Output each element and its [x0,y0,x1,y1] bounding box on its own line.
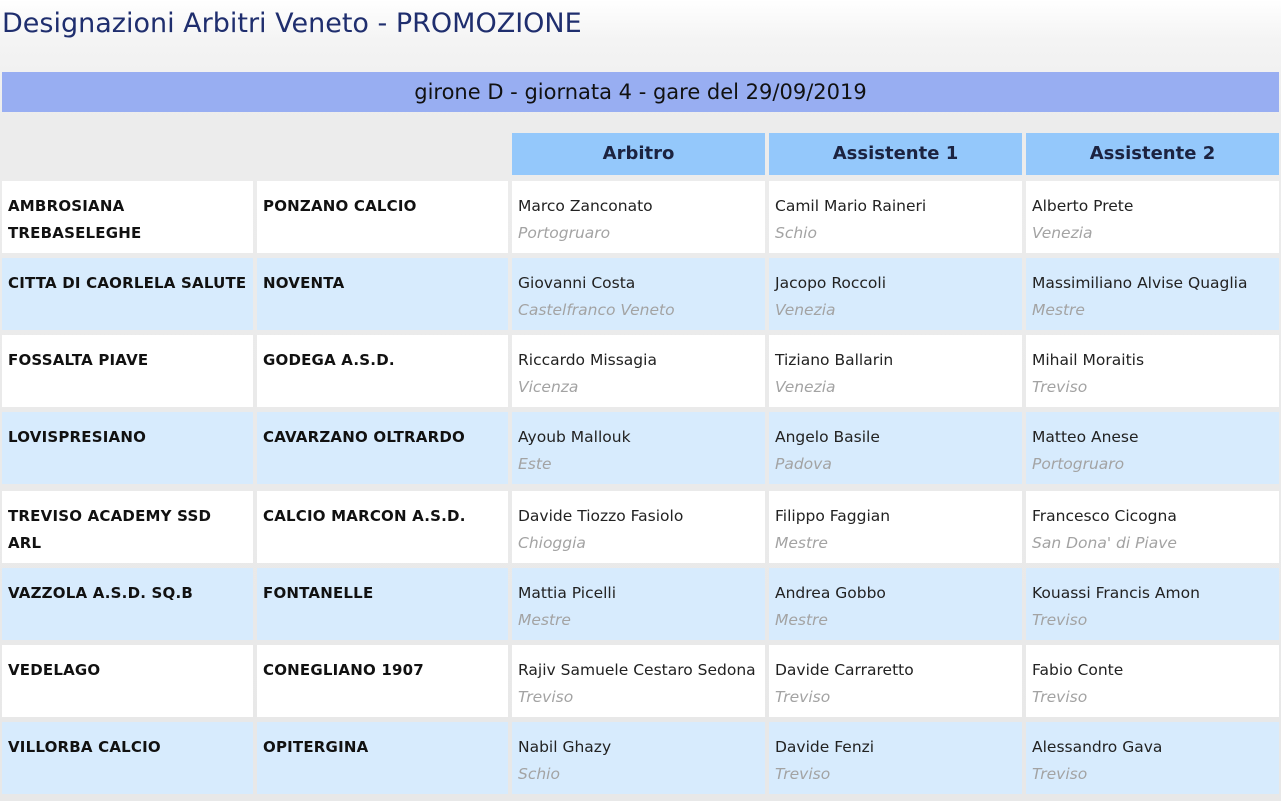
assistant-2-name: Mihail Moraitis [1032,351,1145,369]
referee-name: Nabil Ghazy [518,738,612,756]
assistant-1-cell [769,258,1022,330]
referee-city: Castelfranco Veneto [518,301,675,319]
home-team-cell [2,491,253,563]
assistant-2-cell [1026,491,1279,563]
home-team-cell [2,335,253,407]
home-team-cell [2,645,253,717]
page-title: Designazioni Arbitri Veneto - PROMOZIONE [2,8,582,39]
referee-cell [512,645,765,717]
assistant-1-city: Venezia [775,378,836,396]
assistant-2-city: Venezia [1032,224,1093,242]
assistant-1-city: Mestre [775,534,828,552]
referee-cell [512,568,765,640]
assistant-2-name: Massimiliano Alvise Quaglia [1032,274,1248,292]
referee-cell [512,258,765,330]
match-row [2,491,1279,563]
assistant-2-cell [1026,181,1279,253]
assistant-1-name: Filippo Faggian [775,507,891,525]
assistant-1-city: Treviso [775,765,831,783]
assistant-2-city: Mestre [1032,301,1085,319]
assistant-2-name: Alessandro Gava [1032,738,1163,756]
assistant-1-name: Camil Mario Raineri [775,197,927,215]
referee-name: Mattia Picelli [518,584,617,602]
match-row [2,335,1279,407]
assistant-1-name: Andrea Gobbo [775,584,886,602]
away-team: NOVENTA [263,274,345,292]
assistant-1-cell [769,181,1022,253]
match-row [2,258,1279,330]
column-header-referee: Arbitro [512,133,765,175]
home-team: LOVISPRESIANO [8,428,147,446]
away-team: CONEGLIANO 1907 [263,661,424,679]
column-header-assistant-1: Assistente 1 [769,133,1022,175]
referee-cell [512,722,765,794]
assistant-2-city: Treviso [1032,765,1088,783]
home-team: TREVISO ACADEMY SSD ARL [8,507,212,552]
assistant-2-cell [1026,645,1279,717]
assistant-2-cell [1026,335,1279,407]
assistant-1-name: Angelo Basile [775,428,880,446]
assistant-1-cell [769,645,1022,717]
assistant-1-name: Jacopo Roccoli [775,274,887,292]
away-team: OPITERGINA [263,738,369,756]
assistant-2-name: Matteo Anese [1032,428,1139,446]
referee-cell [512,335,765,407]
assistant-1-name: Davide Carraretto [775,661,914,679]
home-team: VILLORBA CALCIO [8,738,161,756]
assistant-2-city: Treviso [1032,611,1088,629]
referee-name: Rajiv Samuele Cestaro Sedona [518,661,756,679]
assistant-1-city: Treviso [775,688,831,706]
home-team-cell [2,568,253,640]
away-team-cell [257,181,508,253]
match-row [2,645,1279,717]
away-team-cell [257,412,508,484]
assistant-1-cell [769,335,1022,407]
referee-city: Vicenza [518,378,579,396]
away-team-cell [257,568,508,640]
referee-name: Riccardo Missagia [518,351,657,369]
away-team-cell [257,722,508,794]
assistant-2-cell [1026,722,1279,794]
home-team: VAZZOLA A.S.D. SQ.B [8,584,194,602]
home-team: VEDELAGO [8,661,101,679]
assistant-1-cell [769,491,1022,563]
referee-cell [512,412,765,484]
away-team: PONZANO CALCIO [263,197,417,215]
assistant-2-name: Fabio Conte [1032,661,1124,679]
assistant-1-cell [769,412,1022,484]
referee-name: Marco Zanconato [518,197,653,215]
match-row [2,181,1279,253]
assistant-1-name: Davide Fenzi [775,738,875,756]
assistant-1-name: Tiziano Ballarin [775,351,894,369]
match-row [2,412,1279,484]
assistant-2-city: Treviso [1032,688,1088,706]
referee-city: Chioggia [518,534,586,552]
assistant-2-cell [1026,258,1279,330]
round-header: girone D - giornata 4 - gare del 29/09/2019 [2,72,1279,112]
assistant-2-cell [1026,568,1279,640]
assistant-1-cell [769,722,1022,794]
assistant-2-name: Kouassi Francis Amon [1032,584,1200,602]
assistant-1-city: Padova [775,455,832,473]
referee-name: Davide Tiozzo Fasiolo [518,507,684,525]
away-team-cell [257,645,508,717]
home-team-cell [2,181,253,253]
referee-city: Portogruaro [518,224,611,242]
home-team: FOSSALTA PIAVE [8,351,149,369]
assistant-2-city: Portogruaro [1032,455,1125,473]
referee-name: Giovanni Costa [518,274,636,292]
referee-city: Schio [518,765,560,783]
assistant-2-city: Treviso [1032,378,1088,396]
home-team: CITTA DI CAORLELA SALUTE [8,274,247,292]
away-team: FONTANELLE [263,584,374,602]
away-team: CAVARZANO OLTRARDO [263,428,465,446]
referee-city: Treviso [518,688,574,706]
assistant-2-cell [1026,412,1279,484]
home-team-cell [2,258,253,330]
away-team-cell [257,491,508,563]
assistant-2-name: Alberto Prete [1032,197,1134,215]
home-team-cell [2,722,253,794]
referee-cell [512,181,765,253]
assistant-1-city: Schio [775,224,817,242]
away-team: CALCIO MARCON A.S.D. [263,507,466,525]
assistant-2-name: Francesco Cicogna [1032,507,1177,525]
referee-city: Este [518,455,552,473]
away-team-cell [257,258,508,330]
referee-name: Ayoub Mallouk [518,428,631,446]
home-team-cell [2,412,253,484]
assistant-1-city: Venezia [775,301,836,319]
match-row [2,722,1279,794]
home-team: AMBROSIANA TREBASELEGHE [8,197,142,242]
assistant-2-city: San Dona' di Piave [1032,534,1177,552]
assistant-1-cell [769,568,1022,640]
referee-city: Mestre [518,611,571,629]
away-team-cell [257,335,508,407]
referee-cell [512,491,765,563]
column-header-assistant-2: Assistente 2 [1026,133,1279,175]
assistant-1-city: Mestre [775,611,828,629]
match-row [2,568,1279,640]
away-team: GODEGA A.S.D. [263,351,395,369]
